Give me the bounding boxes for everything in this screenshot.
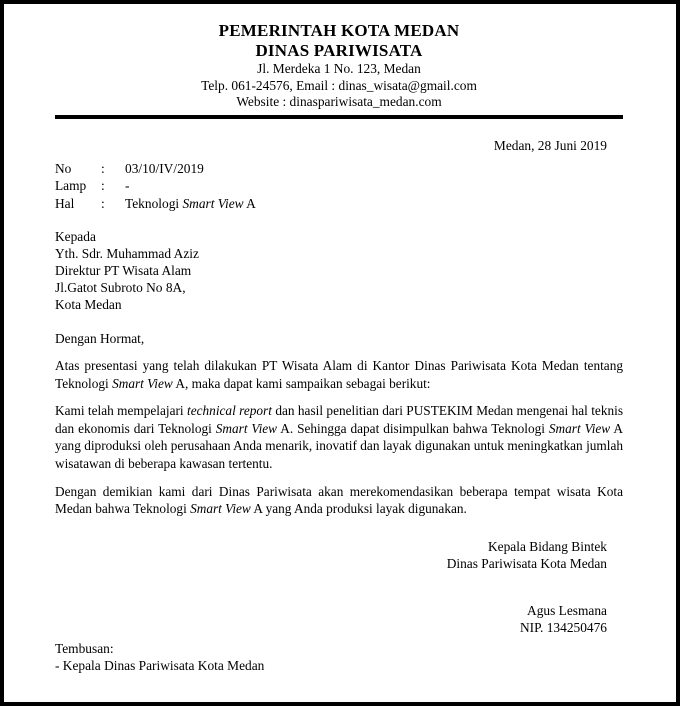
letterhead-contact: Telp. 061-24576, Email : dinas_wisata@gmail.com [201, 77, 477, 93]
meta-label-number: No [55, 160, 72, 176]
signature-title-line1: Kepala Bidang Bintek [488, 538, 607, 554]
signer-name: Agus Lesmana [527, 602, 607, 618]
body-paragraph-1: Atas presentasi yang telah dilakukan PT Wisata Alam di Kantor Dinas Pariwisata Kota Medan tentang Teknologi Smart View A, maka dapat kami sampaikan sebagai berikut: [55, 358, 623, 391]
salutation: Dengan Hormat, [55, 331, 145, 346]
letter-meta-block [55, 160, 623, 213]
letterhead [55, 4, 623, 111]
signature-title-block [55, 538, 623, 573]
meta-label-subject: Hal [55, 195, 75, 211]
recipient-line: Kepada [55, 229, 96, 244]
meta-row-number [55, 160, 623, 178]
body-paragraph-2: Kami telah mempelajari technical report dan hasil penelitian dari PUSTEKIM Medan mengenai hal teknis dan ekonomis dari Teknologi Smart View A. Sehingga dapat disimpulkan bahwa Teknologi Smart View A yang diproduksi oleh perusahaan Anda menarik, inovatif dan layak digunakan untuk meningkatkan jumlah wisatawan di beberapa kawasan tertentu. [55, 403, 623, 471]
signer-nip: NIP. 134250476 [519, 620, 607, 636]
body-paragraph-3: Dengan demikian kami dari Dinas Pariwisata akan merekomendasikan beberapa tempat wisata Kota Medan bahwa Teknologi Smart View A yang Anda produksi layak digunakan. [55, 483, 623, 517]
recipient-line: Jl.Gatot Subroto No 8A, [55, 280, 186, 295]
meta-colon: : [101, 195, 105, 211]
letter-date: Medan, 28 Juni 2019 [493, 137, 607, 153]
letterhead-address: Jl. Merdeka 1 No. 123, Medan [257, 61, 421, 76]
org-name-line1: PEMERINTAH KOTA MEDAN [218, 21, 460, 40]
meta-value-subject: Teknologi Smart View A [125, 195, 256, 211]
meta-row-subject [55, 195, 623, 213]
meta-value-number: 03/10/IV/2019 [125, 160, 204, 176]
cc-item: - Kepala Dinas Pariwisata Kota Medan [55, 657, 265, 673]
cc-block [55, 640, 623, 674]
signature-name-block [55, 602, 623, 637]
letterhead-divider [55, 115, 623, 119]
org-name-line2: DINAS PARIWISATA [255, 41, 423, 60]
recipient-block [55, 228, 623, 313]
recipient-line: Direktur PT Wisata Alam [55, 263, 192, 278]
meta-value-attachment: - [125, 178, 130, 193]
meta-colon: : [101, 160, 105, 176]
recipient-line: Kota Medan [55, 297, 122, 312]
signature-title-line2: Dinas Pariwisata Kota Medan [446, 556, 607, 572]
meta-label-attachment: Lamp [55, 178, 87, 193]
recipient-line: Yth. Sdr. Muhammad Aziz [55, 246, 199, 261]
cc-label: Tembusan: [55, 640, 114, 656]
meta-row-attachment [55, 177, 623, 195]
meta-colon: : [101, 178, 105, 193]
letterhead-website: Website : dinaspariwisata_medan.com [236, 94, 442, 109]
